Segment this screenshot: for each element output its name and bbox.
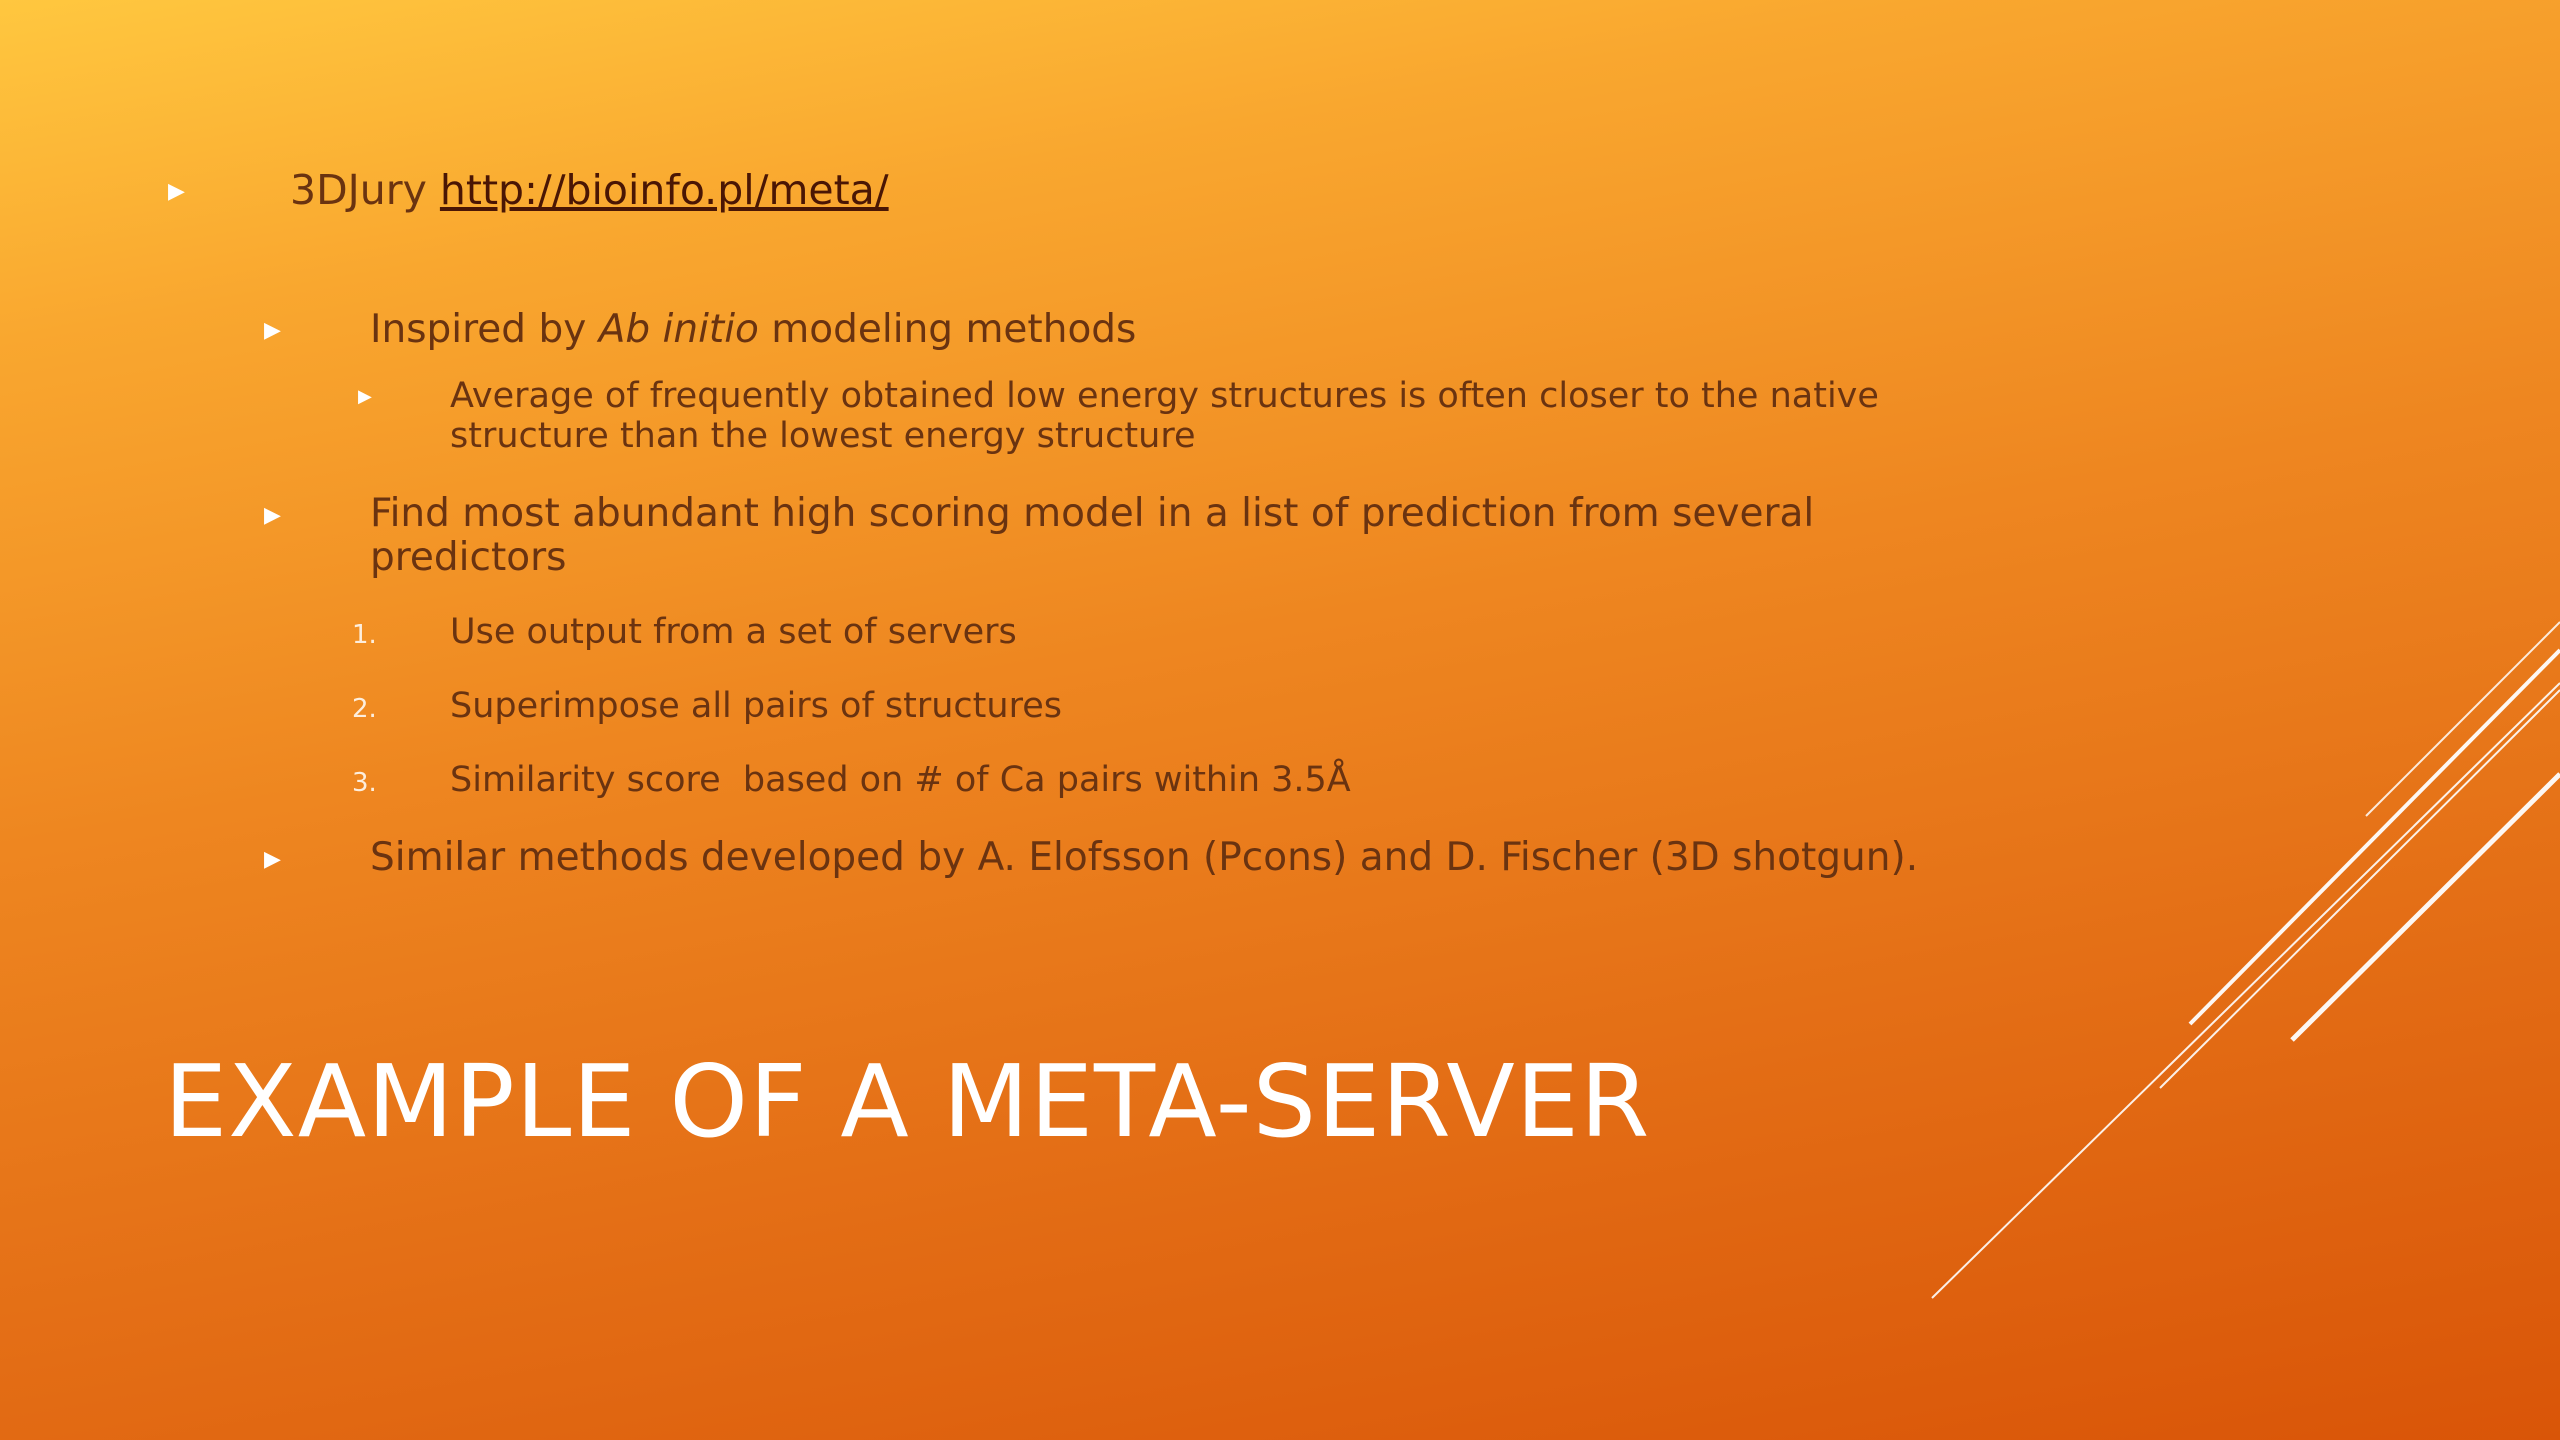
bullet-similar-methods: Similar methods developed by A. Elofsson (Pcons) and D. Fischer (3D shotgun). <box>370 835 1919 880</box>
bullet-3djury <box>290 164 889 216</box>
list-number: 2. <box>352 694 377 724</box>
list-number: 1. <box>352 620 377 650</box>
sub-bullet-average <box>450 376 1879 456</box>
triangle-right-icon: ▶ <box>168 179 185 204</box>
triangle-right-icon: ▶ <box>264 847 281 872</box>
bullet-inspired <box>370 308 1136 352</box>
deco-line <box>2190 650 2560 1024</box>
numbered-item: Use output from a set of servers <box>450 612 1017 652</box>
item-text: Inspired by <box>370 307 599 352</box>
numbered-item: Similarity score based on # of Ca pairs within 3.5Å <box>450 760 1351 800</box>
item-line: Average of frequently obtained low energy structures is often closer to the native <box>450 376 1879 416</box>
numbered-item: Superimpose all pairs of structures <box>450 686 1062 726</box>
item-line: predictors <box>370 535 567 580</box>
deco-line <box>1932 683 2560 1298</box>
item-text: modeling methods <box>758 307 1137 352</box>
triangle-right-icon: ▶ <box>264 503 281 528</box>
list-number: 3. <box>352 768 377 798</box>
item-label: 3DJury <box>290 166 427 214</box>
triangle-right-icon: ▶ <box>264 318 281 343</box>
item-emphasis: Ab initio <box>598 307 759 352</box>
meta-server-link[interactable]: http://bioinfo.pl/meta/ <box>439 166 889 214</box>
deco-line <box>2160 690 2560 1088</box>
item-line: Find most abundant high scoring model in a list of prediction from several <box>370 491 1815 536</box>
triangle-right-icon: ▶ <box>358 386 372 407</box>
item-line: structure than the lowest energy structure <box>450 416 1196 456</box>
slide-title: EXAMPLE OF A META-SERVER <box>164 1043 1651 1160</box>
bullet-find <box>370 492 1814 580</box>
